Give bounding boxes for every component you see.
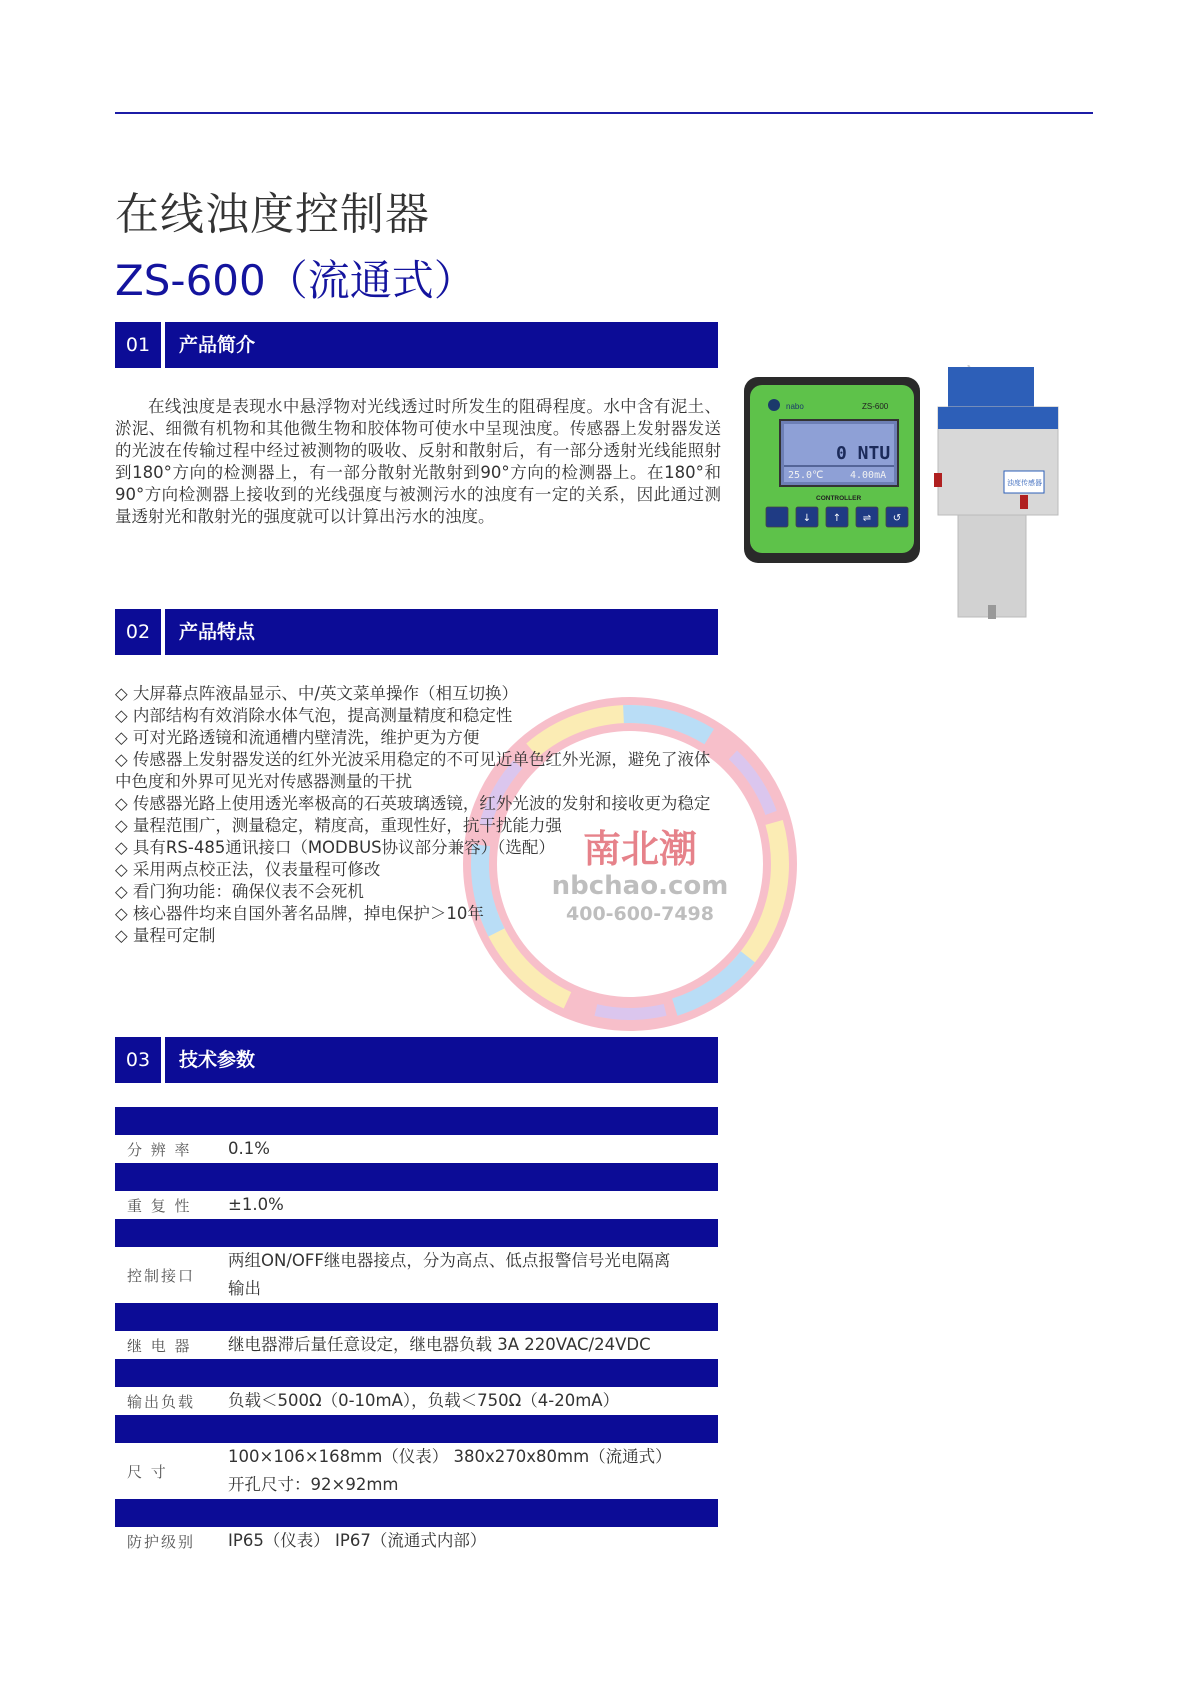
spec-value	[228, 1303, 718, 1331]
spec-key	[115, 1359, 228, 1387]
section-header-specs	[115, 1037, 718, 1083]
spec-value	[228, 1135, 718, 1163]
spec-key: 防护级别	[127, 1532, 196, 1551]
spec-value-line: 负载＜500Ω（0-10mA），负载＜750Ω（4-20mA）	[228, 1391, 620, 1410]
watermark-site: nbchao.com	[551, 871, 729, 901]
sensor-label: 浊度传感器	[1007, 479, 1042, 487]
spec-value-line: IP65（仪表） IP67（流通式内部）	[228, 1531, 487, 1550]
spec-value	[228, 1331, 718, 1359]
spec-value	[228, 1359, 718, 1387]
table-row	[115, 1331, 718, 1359]
section-number: 03	[115, 1037, 161, 1083]
spec-key: 分 辨 率	[127, 1140, 192, 1159]
spec-value-line: 输出	[228, 1279, 261, 1298]
device-model: ZS-600	[862, 402, 889, 411]
watermark-phone: 400-600-7498	[566, 903, 714, 925]
section-title: 技术参数	[165, 1037, 718, 1083]
spec-key	[115, 1163, 228, 1191]
spec-value-line: 两组ON/OFF继电器接点，分为高点、低点报警信号光电隔离	[228, 1251, 671, 1270]
spec-value-line: ±1.0%	[228, 1195, 284, 1214]
spec-key: 继 电 器	[127, 1336, 192, 1355]
table-row	[115, 1443, 718, 1499]
spec-value	[228, 1443, 718, 1499]
table-row	[115, 1163, 718, 1191]
page-subtitle: ZS-600（流通式）	[115, 256, 476, 305]
svg-text:↺: ↺	[892, 513, 902, 524]
list-item: ◇ 量程可定制	[115, 926, 216, 945]
table-row	[115, 1415, 718, 1443]
spec-value	[228, 1247, 718, 1303]
display-temp: 25.0℃	[788, 470, 824, 481]
svg-text:⇌: ⇌	[862, 513, 872, 524]
table-row	[115, 1219, 718, 1247]
spec-value	[228, 1163, 718, 1191]
section-number: 01	[115, 322, 161, 368]
table-row	[115, 1359, 718, 1387]
spec-value-line: 0.1%	[228, 1139, 270, 1158]
list-item: ◇ 具有RS-485通讯接口（MODBUS协议部分兼容）（选配）	[115, 838, 555, 857]
spec-value	[228, 1387, 718, 1415]
spec-value	[228, 1191, 718, 1219]
spec-key: 输出负载	[127, 1392, 196, 1411]
spec-value-line: 继电器滞后量任意设定，继电器负载 3A 220VAC/24VDC	[228, 1335, 651, 1354]
spec-value	[228, 1527, 718, 1555]
watermark-brand: 南北潮	[582, 826, 698, 871]
list-item: ◇ 传感器上发射器发送的红外光波采用稳定的不可见近单色红外光源，避免了液体中色度和外界可见光对传感器测量的干扰	[115, 750, 711, 791]
svg-text:↓: ↓	[802, 513, 812, 524]
spec-key	[115, 1219, 228, 1247]
table-row	[115, 1247, 718, 1303]
flow-cell-sensor	[934, 365, 1058, 619]
menu-key-icon	[766, 507, 788, 527]
top-rule	[115, 112, 1093, 114]
table-row	[115, 1527, 718, 1555]
spec-table	[115, 1107, 718, 1555]
list-item: ◇ 内部结构有效消除水体气泡，提高测量精度和稳定性	[115, 706, 513, 725]
table-row	[115, 1387, 718, 1415]
section-number: 02	[115, 609, 161, 655]
table-row	[115, 1107, 718, 1135]
feature-list	[115, 683, 725, 947]
page-title: 在线浊度控制器	[115, 189, 430, 240]
table-row	[115, 1135, 718, 1163]
product-image	[738, 365, 1090, 620]
table-row	[115, 1191, 718, 1219]
spec-key	[115, 1303, 228, 1331]
section-header-intro	[115, 322, 718, 368]
svg-text:nabo: nabo	[786, 402, 804, 411]
section-title: 产品简介	[165, 322, 718, 368]
spec-key: 重 复 性	[127, 1196, 192, 1215]
list-item: ◇ 大屏幕点阵液晶显示、中/英文菜单操作（相互切换）	[115, 684, 518, 703]
section-header-features	[115, 609, 718, 655]
intro-paragraph: 在线浊度是表现水中悬浮物对光线透过时所发生的阻碍程度。水中含有泥土、淤泥、细微有机物和其他微生物和胶体物可使水中呈现浊度。传感器上发射器发送的光波在传输过程中经过被测物的吸收、反射和散射后，有一部分透射光线能照射到180°方向的检测器上，有一部分散射光散射到90°方向的检测器上。在180°和90°方向检测器上接收到的光线强度与被测污水的浊度有一定的关系，因此通过测量透射光和散射光的强度就可以计算出污水的浊度。	[115, 397, 721, 526]
list-item: ◇ 量程范围广，测量稳定，精度高，重现性好，抗干扰能力强	[115, 816, 562, 835]
section-title: 产品特点	[165, 609, 718, 655]
spec-key: 控制接口	[127, 1266, 196, 1285]
spec-key	[115, 1415, 228, 1443]
panel-label: CONTROLLER	[816, 495, 862, 502]
display-current: 4.00mA	[850, 470, 887, 481]
spec-key: 尺 寸	[127, 1462, 168, 1481]
spec-value	[228, 1415, 718, 1443]
list-item: ◇ 传感器光路上使用透光率极高的石英玻璃透镜，红外光波的发射和接收更为稳定	[115, 794, 711, 813]
spec-value-line: 开孔尺寸：92×92mm	[228, 1475, 399, 1494]
list-item: ◇ 看门狗功能：确保仪表不会死机	[115, 882, 364, 901]
table-row	[115, 1499, 718, 1527]
spec-value-line: 100×106×168mm（仪表） 380x270x80mm（流通式）	[228, 1447, 672, 1466]
display-value: 0 NTU	[836, 443, 891, 464]
svg-text:↑: ↑	[832, 513, 842, 524]
spec-value	[228, 1219, 718, 1247]
list-item: ◇ 采用两点校正法，仪表量程可修改	[115, 860, 381, 879]
controller-device	[744, 377, 920, 563]
list-item: ◇ 可对光路透镜和流通槽内壁清洗，维护更为方便	[115, 728, 480, 747]
table-row	[115, 1303, 718, 1331]
list-item: ◇ 核心器件均来自国外著名品牌，掉电保护＞10年	[115, 904, 484, 923]
spec-value	[228, 1107, 718, 1135]
spec-key	[115, 1499, 228, 1527]
spec-value	[228, 1499, 718, 1527]
spec-key	[115, 1107, 228, 1135]
